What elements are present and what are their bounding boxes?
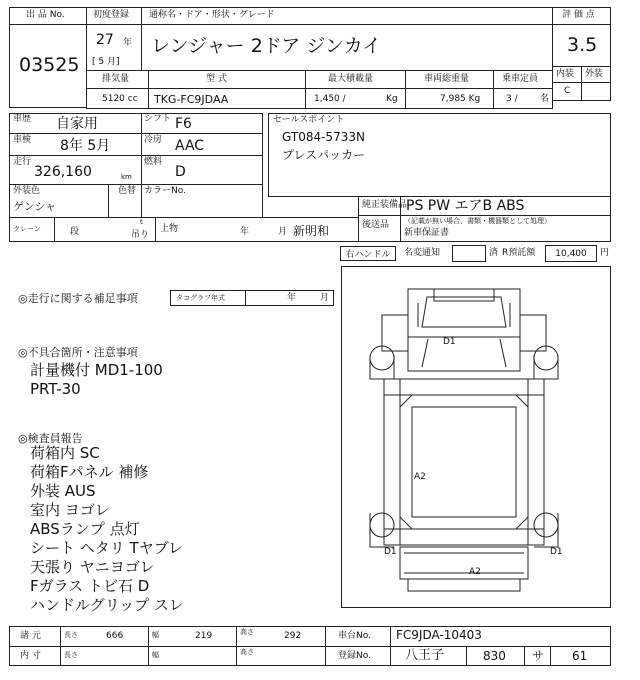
mileage-label: 走行	[13, 157, 32, 167]
upper-month-unit: 月	[278, 227, 288, 237]
tacho-year: 年	[287, 293, 297, 303]
damage-mark-a2-rear: A2	[469, 567, 481, 577]
inspector-line: 天張り ヤニヨゴレ	[30, 558, 155, 576]
color-no-label: 色替	[118, 186, 137, 196]
inspector-line: 室内 ヨゴレ	[30, 501, 110, 519]
ext-color-label: 外装色	[13, 186, 41, 196]
chassis-value: FC9JDA-10403	[396, 628, 482, 642]
displacement-value: 5120 cc	[102, 94, 138, 104]
capacity-unit: 名	[540, 94, 550, 104]
equipment-items: PS PW エアB ABS	[406, 198, 525, 214]
inspector-line: 外装 AUS	[30, 482, 96, 500]
history-value: 自家用	[56, 116, 98, 132]
mileage-value: 326,160	[34, 164, 92, 180]
damage-mark-d1-rear-left: D1	[384, 547, 397, 557]
weight-label: 車両総重量	[424, 74, 470, 84]
rating-label: 評 価 点	[562, 10, 595, 20]
lot-label: 出 品 No.	[26, 10, 65, 20]
inner-height-label: 高さ	[240, 648, 254, 656]
crane-hoist: 吊り	[131, 230, 150, 240]
recycle-prefix: 済	[489, 248, 499, 258]
fuel-label: 燃料	[144, 157, 163, 167]
interior-grade: C	[564, 86, 571, 96]
height-label: 高さ	[240, 628, 254, 636]
length-label: 長さ	[64, 631, 78, 639]
book-label: 後送品	[362, 220, 390, 230]
defect-notes-title: ◎不具合箇所・注意事項	[18, 346, 138, 359]
shift-label: シフト	[144, 114, 172, 124]
damage-diagram	[341, 266, 611, 608]
damage-mark-a2-mid: A2	[414, 472, 426, 482]
upper-year-unit: 年	[240, 227, 250, 237]
displacement-label: 排気量	[102, 74, 130, 84]
chassis-label: 車台No.	[338, 631, 371, 641]
reg-year-unit: 年	[123, 38, 133, 48]
tacho-month: 月	[320, 293, 330, 303]
length-value: 666	[106, 631, 124, 641]
inner-label: 内 寸	[20, 651, 41, 661]
name-label: 通称名・ドア・形状・グレード	[149, 10, 275, 20]
damage-mark-d1-rear-right: D1	[550, 547, 563, 557]
sales-point-label: セールスポイント	[273, 115, 345, 125]
width-value: 219	[195, 631, 213, 641]
fuel-value: D	[175, 164, 186, 180]
load-value: 1,450 /	[314, 94, 346, 104]
load-label: 最大積載量	[328, 74, 374, 84]
exterior-label: 外装	[585, 69, 604, 79]
book-note: （記載が無い場合、書類・機器類として処理）	[404, 217, 551, 225]
color-code-label: カラーNo.	[144, 186, 186, 196]
reg-class: 830	[483, 649, 506, 663]
inspector-report-title: ◎検査員報告	[18, 432, 83, 445]
defect-line-1: 計量機付 MD1-100	[30, 361, 163, 379]
width-label: 幅	[152, 631, 159, 639]
sales-point-line-1: GT084-5733N	[282, 130, 365, 144]
lot-number: 03525	[19, 54, 80, 76]
inner-width-label: 幅	[152, 651, 159, 659]
recycle-value: 10,400	[545, 245, 597, 262]
history-label: 車歴	[13, 114, 32, 124]
shift-value: F6	[175, 116, 192, 132]
interior-label: 内装	[556, 69, 575, 79]
inspector-line: 荷箱Fパネル 補修	[30, 463, 149, 481]
upper-label: 上物	[160, 224, 179, 234]
reg-month: [ 5 月]	[92, 57, 120, 67]
inner-length-label: 長さ	[64, 651, 78, 659]
crane-stage: 段	[70, 227, 80, 237]
truck-outline	[342, 267, 610, 607]
notice-label: 名変通知	[404, 248, 441, 258]
tacho-label: タコグラフ年式	[176, 294, 225, 302]
reg-no-label: 登録No.	[338, 651, 371, 661]
inspector-line: ハンドルグリップ スレ	[30, 596, 184, 614]
ext-color-value: ゲンシャ	[13, 200, 57, 213]
upper-maker: 新明和	[293, 224, 330, 238]
recycle-label: R預託額	[502, 248, 536, 258]
weight-value: 7,985 Kg	[440, 94, 481, 104]
ac-value: AAC	[175, 138, 205, 154]
reg-area: 八王子	[405, 648, 445, 663]
reg-number: 61	[572, 649, 588, 663]
equipment-label: 純正装備品	[362, 200, 408, 210]
recycle-unit: 円	[600, 248, 610, 258]
reg-year: 27	[96, 32, 114, 48]
reg-kana: サ	[532, 649, 545, 663]
dimensions-label: 諸 元	[20, 631, 41, 641]
damage-mark-d1-front: D1	[443, 337, 456, 347]
load-unit: Kg	[386, 94, 398, 104]
mileage-unit: km	[121, 173, 132, 181]
inspection-value: 8年 5月	[60, 138, 111, 154]
book-item: 新車保証書	[404, 228, 450, 238]
model-value: TKG-FC9JDAA	[154, 93, 229, 106]
height-value: 292	[284, 631, 302, 641]
capacity-label: 乗車定員	[502, 74, 539, 84]
model-label: 型 式	[206, 74, 227, 84]
inspector-line: ABSランプ 点灯	[30, 520, 140, 538]
inspector-line: シート ヘタリ Tヤブレ	[30, 539, 184, 557]
sales-point-line-2: プレスパッカー	[282, 148, 366, 162]
driving-notes-title: ◎走行に関する補足事項	[18, 292, 138, 305]
inspector-line: Fガラス トビ石 D	[30, 577, 150, 595]
vehicle-name: レンジャー 2ドア ジンカイ	[151, 35, 382, 57]
inspection-label: 車検	[13, 135, 32, 145]
crane-hoist-t: t	[140, 218, 143, 226]
capacity-value: 3 /	[506, 94, 518, 104]
rating-score: 3.5	[567, 34, 598, 56]
reg-label: 初度登録	[93, 10, 130, 20]
ac-label: 冷房	[144, 135, 163, 145]
notice-box	[452, 245, 486, 262]
crane-label: クレーン	[13, 225, 41, 233]
steering-badge: 右ハンドル	[340, 246, 396, 261]
defect-line-2: PRT-30	[30, 380, 81, 398]
inspector-line: 荷箱内 SC	[30, 444, 100, 462]
